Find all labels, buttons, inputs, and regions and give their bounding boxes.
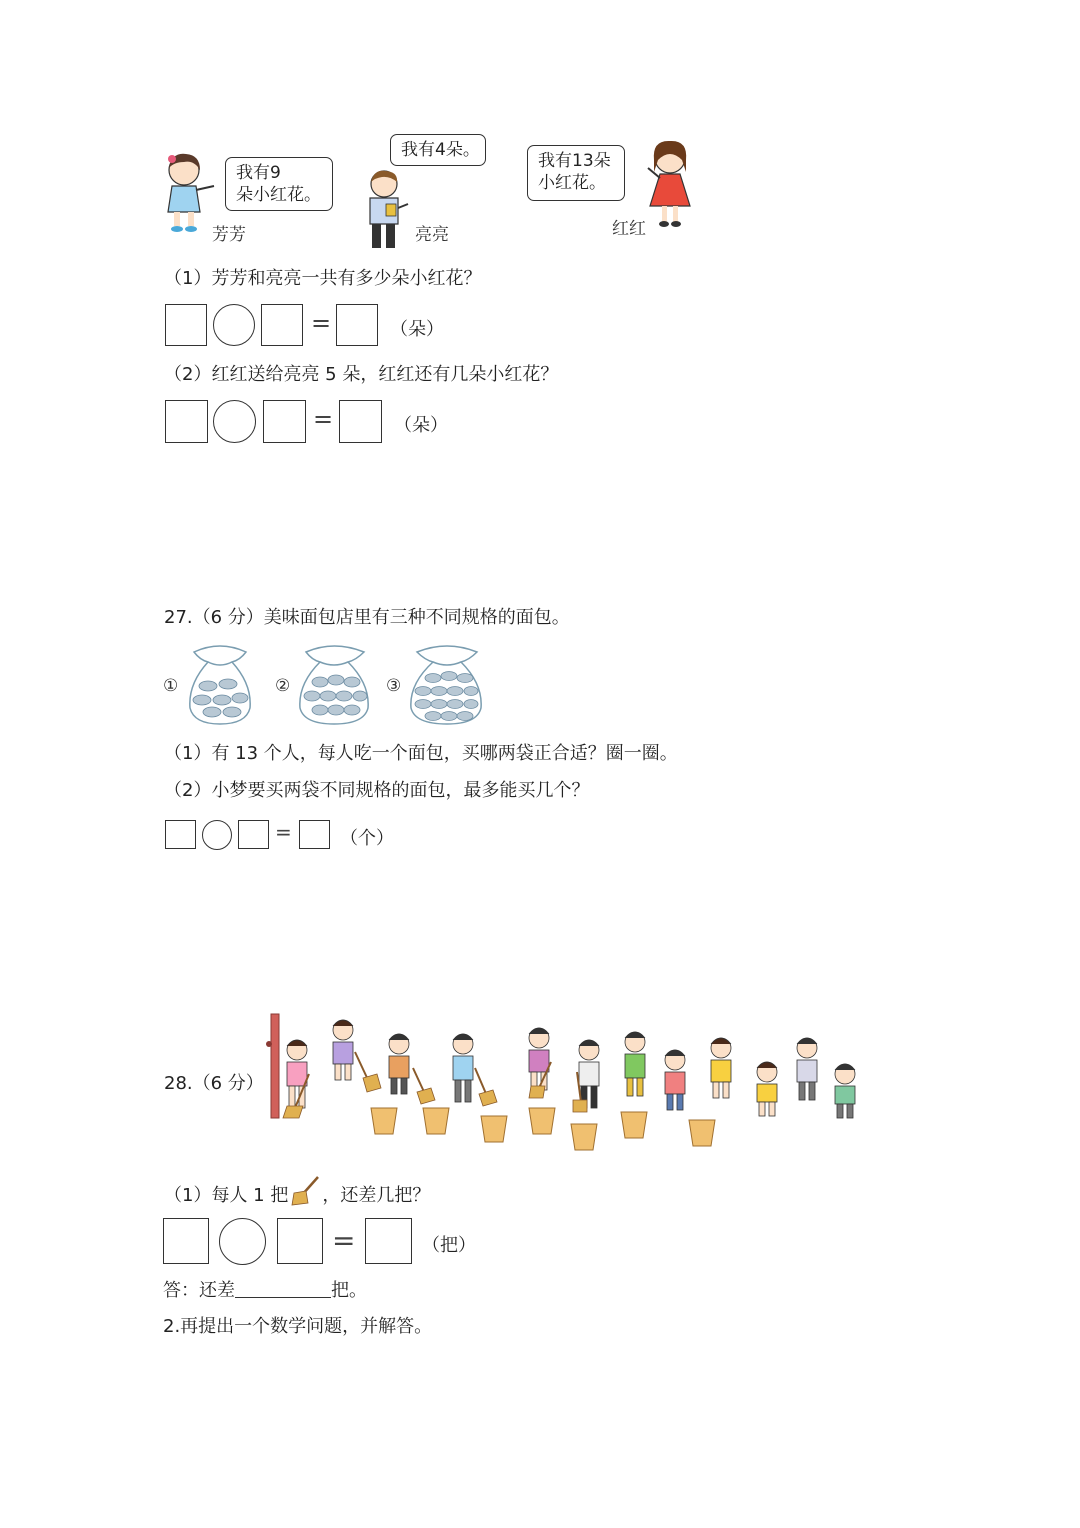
- answer-suffix: 把。: [331, 1280, 367, 1301]
- speech-line-2: 朵小红花。: [236, 185, 321, 205]
- operator-circle[interactable]: [219, 1218, 266, 1265]
- child-name-liangliang: 亮亮: [415, 225, 449, 245]
- bread-bag-1-icon[interactable]: [180, 644, 262, 728]
- answer-box[interactable]: [238, 820, 269, 849]
- equals-sign: =: [313, 405, 334, 433]
- answer-blank[interactable]: [235, 1279, 331, 1298]
- answer-box[interactable]: [365, 1218, 412, 1264]
- equals-sign: =: [332, 1224, 356, 1257]
- girl-fangfang-illustration: [158, 150, 220, 236]
- operator-circle[interactable]: [202, 820, 232, 850]
- answer-box[interactable]: [336, 304, 378, 346]
- boy-liangliang-illustration: [362, 168, 412, 252]
- child-name-honghong: 红红: [612, 219, 646, 239]
- problem-28-title: 28.（6 分）: [164, 1073, 264, 1094]
- speech-line-1: 我有13朵: [538, 151, 611, 171]
- operator-circle[interactable]: [213, 400, 256, 443]
- answer-box[interactable]: [299, 820, 330, 849]
- bread-bag-3-icon[interactable]: [403, 644, 491, 728]
- answer-line: [163, 1279, 367, 1302]
- problem-28-question-2: 2.再提出一个数学问题，并解答。: [163, 1316, 433, 1337]
- problem-27-title: 27.（6 分）美味面包店里有三种不同规格的面包。: [164, 607, 570, 628]
- bag-label-1: ①: [163, 676, 179, 696]
- answer-box[interactable]: [165, 304, 207, 346]
- speech-bubble-fangfang: [225, 157, 333, 211]
- unit-label: （把）: [422, 1235, 476, 1256]
- unit-label: （朵）: [394, 415, 448, 436]
- unit-label: （朵）: [390, 319, 444, 340]
- speech-bubble-honghong: [527, 145, 625, 201]
- answer-box[interactable]: [263, 400, 306, 443]
- answer-box[interactable]: [165, 820, 196, 849]
- operator-circle[interactable]: [213, 304, 255, 346]
- question-1-suffix: ，还差几把？: [322, 1185, 431, 1206]
- answer-box[interactable]: [163, 1218, 209, 1264]
- speech-line-1: 我有9: [236, 163, 281, 183]
- children-cleaning-illustration: [265, 1012, 865, 1154]
- answer-box[interactable]: [165, 400, 208, 443]
- answer-prefix: 答：还差: [163, 1280, 235, 1301]
- speech-line-2: 小红花。: [538, 173, 606, 193]
- unit-label: （个）: [340, 828, 394, 849]
- problem-27-question-1: （1）有 13 个人，每人吃一个面包，买哪两袋正合适？圈一圈。: [164, 743, 678, 764]
- question-flowers-1: （1）芳芳和亮亮一共有多少朵小红花？: [164, 268, 482, 289]
- child-name-fangfang: 芳芳: [212, 225, 246, 245]
- bread-bag-2-icon[interactable]: [292, 644, 378, 728]
- answer-box[interactable]: [277, 1218, 323, 1264]
- broom-icon: [288, 1175, 322, 1209]
- equals-sign: =: [275, 820, 292, 844]
- problem-28-question-1: [164, 1175, 430, 1209]
- equals-sign: =: [311, 309, 332, 337]
- girl-honghong-illustration: [640, 138, 700, 230]
- speech-bubble-liangliang: [390, 134, 486, 166]
- problem-27-question-2: （2）小梦要买两袋不同规格的面包，最多能买几个？: [164, 780, 590, 801]
- bag-label-3: ③: [386, 676, 402, 696]
- question-1-prefix: （1）每人 1 把: [164, 1185, 289, 1206]
- answer-box[interactable]: [261, 304, 303, 346]
- speech-line-1: 我有4朵。: [401, 140, 480, 160]
- question-flowers-2: （2）红红送给亮亮 5 朵，红红还有几朵小红花？: [164, 364, 559, 385]
- bag-label-2: ②: [275, 676, 291, 696]
- answer-box[interactable]: [339, 400, 382, 443]
